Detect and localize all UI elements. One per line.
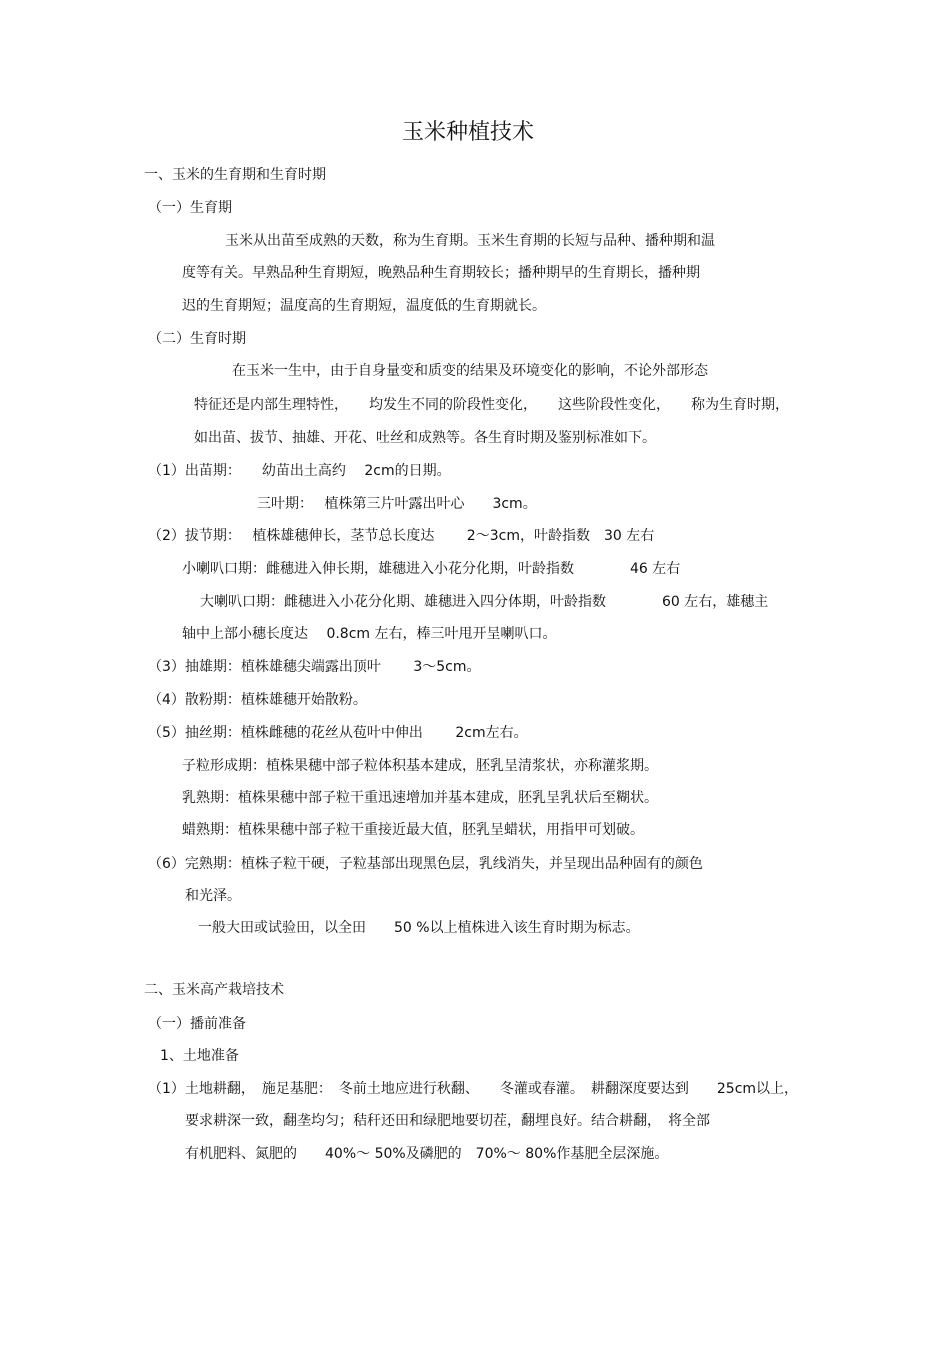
text-line: 有机肥料、氮肥的 40%～ 50%及磷肥的 70%～ 80%作基肥全层深施。 <box>185 1146 669 1162</box>
text-line: 要求耕深一致，翻垄均匀；秸秆还田和绿肥地要切茬，翻埋良好。结合耕翻， 将全部 <box>185 1113 710 1129</box>
text-line: 特征还是内部生理特性， 均发生不同的阶段性变化， 这些阶段性变化， 称为生育时期， <box>194 397 789 413</box>
text-line: （一）生育期 <box>148 200 232 216</box>
text-line: 乳熟期：植株果穗中部子粒干重迅速增加并基本建成，胚乳呈乳状后至糊状。 <box>182 790 658 806</box>
text-line: （6）完熟期：植株子粒干硬，子粒基部出现黑色层，乳线消失，并呈现出品种固有的颜色 <box>148 856 703 872</box>
text-line: 和光泽。 <box>185 888 241 904</box>
text-line: 度等有关。早熟品种生育期短，晚熟品种生育期较长；播种期早的生育期长，播种期 <box>182 265 700 281</box>
text-line: （一）播前准备 <box>148 1016 246 1032</box>
text-line: 一、玉米的生育期和生育时期 <box>144 167 326 183</box>
text-line: （1）土地耕翻， 施足基肥： 冬前土地应进行秋翻、 冬灌或春灌。 耕翻深度要达到 25cm以上， <box>148 1081 799 1097</box>
text-line: 三叶期： 植株第三片叶露出叶心 3cm。 <box>257 496 537 512</box>
text-line: 在玉米一生中，由于自身量变和质变的结果及环境变化的影响，不论外部形态 <box>232 363 708 379</box>
text-line: 一般大田或试验田，以全田 50 %以上植株进入该生育时期为标志。 <box>198 920 640 936</box>
text-line: （2）拔节期： 植株雄穗伸长，茎节总长度达 2～3cm，叶龄指数 30 左右 <box>148 528 655 544</box>
text-line: 蜡熟期：植株果穗中部子粒干重接近最大值，胚乳呈蜡状，用指甲可划破。 <box>182 822 644 838</box>
page-title: 玉米种植技术 <box>401 120 534 145</box>
text-line: （5）抽丝期：植株雌穗的花丝从苞叶中伸出 2cm左右。 <box>148 725 528 741</box>
text-line: 玉米从出苗至成熟的天数，称为生育期。玉米生育期的长短与品种、播种期和温 <box>225 233 715 249</box>
text-line: 1、土地准备 <box>160 1048 239 1064</box>
text-line: （二）生育时期 <box>148 331 246 347</box>
text-line: 大喇叭口期：雌穗进入小花分化期、雄穗进入四分体期，叶龄指数 60 左右，雄穗主 <box>200 594 769 610</box>
text-line: （1）出苗期： 幼苗出土高约 2cm的日期。 <box>148 463 451 479</box>
text-line: 子粒形成期：植株果穗中部子粒体积基本建成，胚乳呈清浆状，亦称灌浆期。 <box>182 758 658 774</box>
text-line: 二、玉米高产栽培技术 <box>144 982 284 998</box>
text-line: （3）抽雄期：植株雄穗尖端露出顶叶 3～5cm。 <box>148 659 481 675</box>
text-line: 如出苗、拔节、抽雄、开花、吐丝和成熟等。各生育时期及鉴别标准如下。 <box>194 430 656 446</box>
text-line: 轴中上部小穗长度达 0.8cm 左右，棒三叶甩开呈喇叭口。 <box>182 626 557 642</box>
text-line: （4）散粉期：植株雄穗开始散粉。 <box>148 692 367 708</box>
text-line: 小喇叭口期：雌穗进入伸长期，雄穗进入小花分化期，叶龄指数 46 左右 <box>182 561 681 577</box>
text-line: 迟的生育期短；温度高的生育期短，温度低的生育期就长。 <box>182 298 546 314</box>
